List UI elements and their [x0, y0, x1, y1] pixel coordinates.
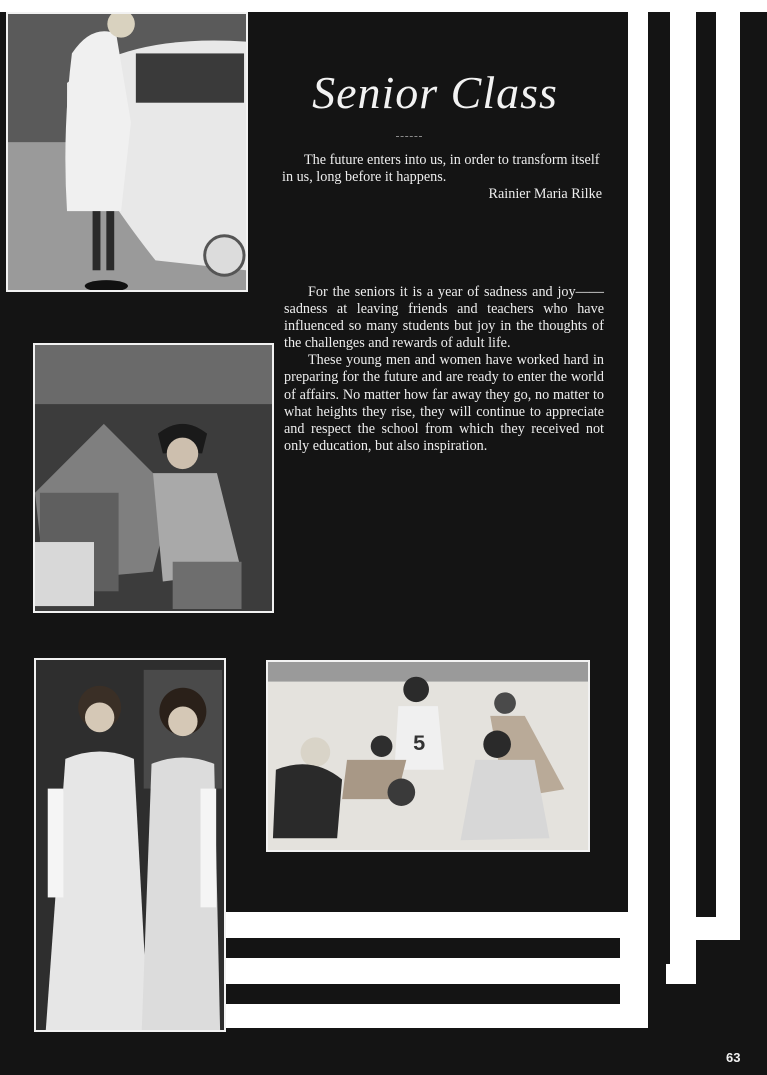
dark-background-right-column [648, 12, 670, 964]
dark-background-right-lower [648, 984, 767, 1028]
page-number: 63 [726, 1050, 741, 1065]
body-paragraph: These young men and women have worked hard in preparing for the future and are ready to enter the world of affairs. No matter how far away they go, no matter to what heights they rise, they will continue to appreciate and respect the school from which they received not only education, but also inspiration. [284, 352, 604, 454]
body-text [284, 284, 604, 455]
epigraph-quote [282, 152, 602, 203]
photo-boy-in-uniform-image [35, 345, 272, 611]
quote-author: Rainier Maria Rilke [488, 186, 602, 202]
body-paragraph: For the seniors it is a year of sadness and joy——sadness at leaving friends and teachers who have influenced so many students but joy in the thoughts of the challenges and rewards of adult life. [284, 284, 604, 352]
photo-boy-in-uniform [33, 343, 274, 613]
photo-two-girls-in-gowns-image [36, 660, 224, 1030]
dark-background-left-edge [0, 912, 34, 1028]
dark-background-right-lower [696, 940, 767, 984]
svg-text:5: 5 [413, 730, 426, 756]
quote-text: The future enters into us, in order to transform itself in us, long before it happens. [282, 152, 600, 185]
dark-background-gap-fill [648, 938, 666, 984]
photo-girl-at-car [6, 12, 248, 292]
dark-background-right-column [696, 12, 716, 917]
dark-background-right-column [740, 12, 767, 1075]
page-title: Senior Class [312, 67, 558, 118]
photo-group-on-beach [266, 660, 590, 852]
dark-background-bottom [0, 1028, 767, 1075]
photo-two-girls-in-gowns [34, 658, 226, 1032]
title-divider [396, 136, 422, 137]
photo-girl-at-car-image [8, 14, 246, 290]
photo-group-on-beach-image [268, 662, 588, 850]
